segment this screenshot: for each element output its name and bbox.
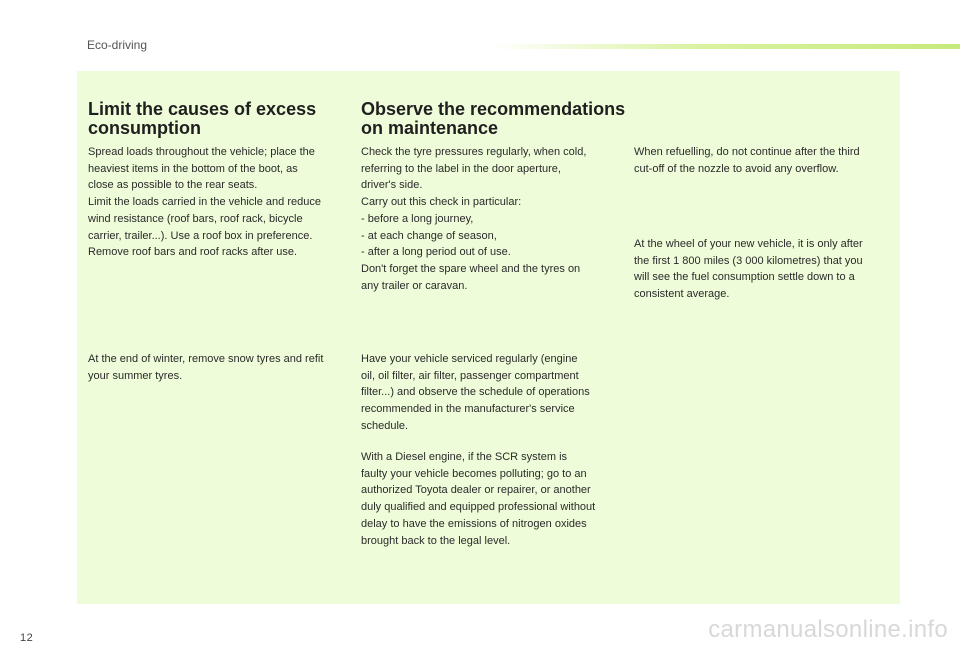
watermark: carmanualsonline.info [708, 616, 948, 643]
para-servicing: Have your vehicle serviced regularly (engine oil, oil filter, air filter, passenger compartment filter...) and observe the schedule of operations recommended in the manufacturer's service schedule. [361, 353, 590, 432]
heading-excess-consumption: Limit the causes of excess consumption [88, 99, 317, 138]
para-winter-tyres: At the end of winter, remove snow tyres and refit your summer tyres. [88, 353, 324, 382]
para-tyre-pressures: Check the tyre pressures regularly, when cold, referring to the label in the door aperture, driver's side. Carry out this check in particular: - before a long journey, - at each change of season, - after a long period out of use. Don't forget the spare wheel and the tyres on any trailer or caravan. [361, 146, 587, 292]
page-number: 12 [20, 632, 34, 644]
para-scr-system: With a Diesel engine, if the SCR system is faulty your vehicle becomes polluting; go to an authorized Toyota dealer or repairer, or another duly qualified and equipped professional without delay to have the emissions of nitrogen oxides brought back to the legal level. [361, 451, 596, 547]
heading-maintenance: Observe the recommendations on maintenance [361, 99, 626, 138]
section-label: Eco-driving [87, 38, 148, 52]
para-refuelling: When refuelling, do not continue after the third cut-off of the nozzle to avoid any overflow. [634, 146, 860, 175]
para-load-distribution: Spread loads throughout the vehicle; place the heaviest items in the bottom of the boot, as close as possible to the rear seats. Limit the loads carried in the vehicle and reduce wind resistance (roof bars, roof rack, bicycle carrier, trailer...). Use a roof box in preference. Remove roof bars and roof racks after use. [88, 146, 321, 259]
header-accent-bar [490, 44, 960, 49]
para-new-vehicle: At the wheel of your new vehicle, it is only after the first 1 800 miles (3 000 kilometres) that you will see the fuel consumption settle down to a consistent average. [634, 238, 863, 301]
